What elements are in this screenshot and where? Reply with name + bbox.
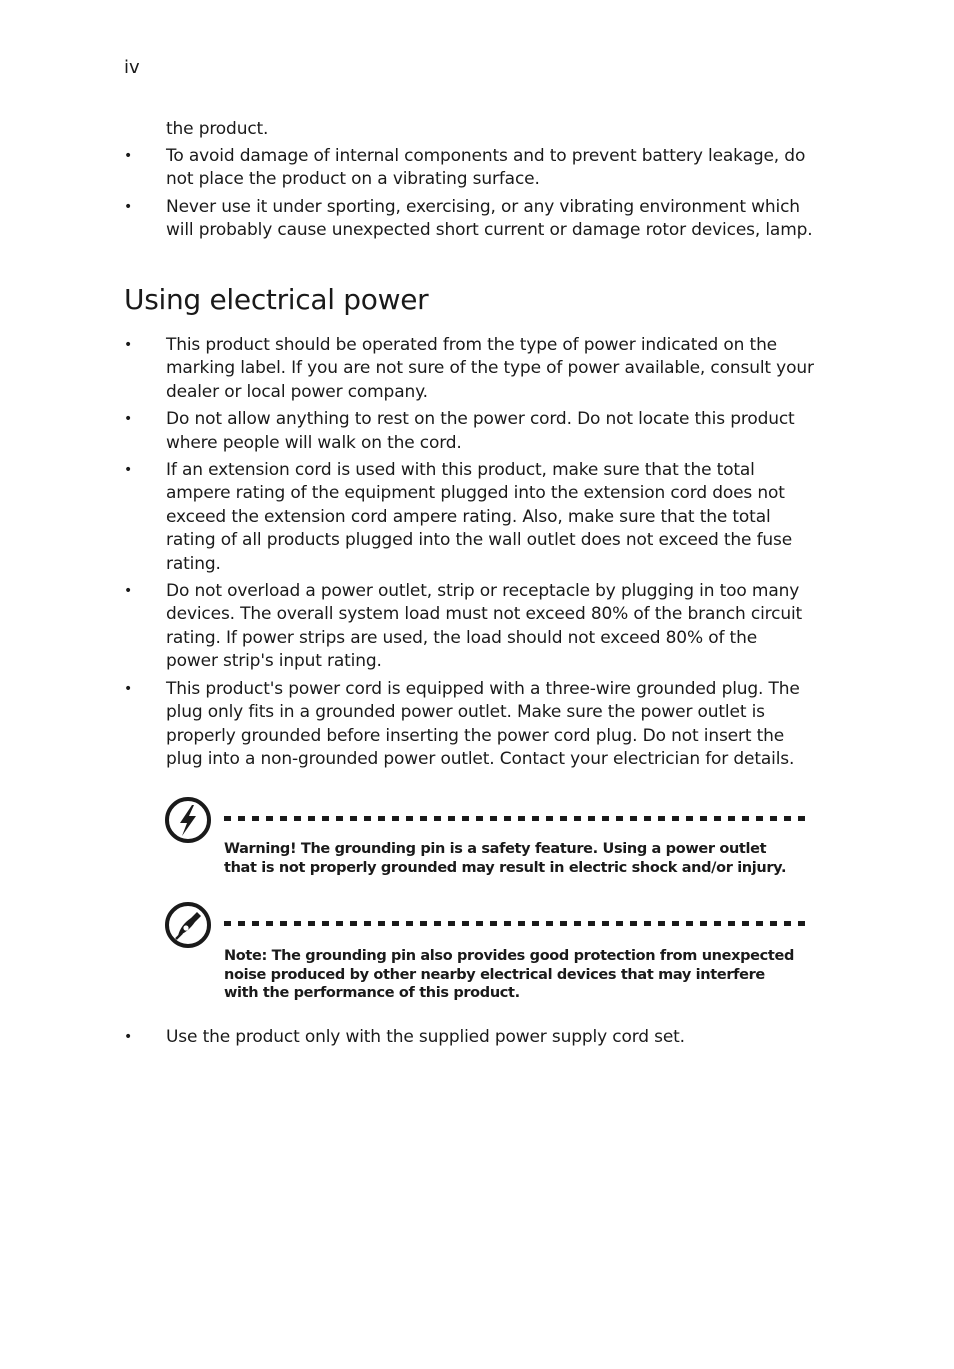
dotted-divider (224, 816, 810, 821)
note-pen-icon (164, 901, 212, 949)
list-item (124, 196, 814, 243)
list-item-text: If an extension cord is used with this product, make sure that the total ampere rating of the equipment plugged into the extension cord does not exceed the extension cord ampere rating. Also, make sure that the total rating of all products plugged into the wall outlet does not exceed the fuse rating. (166, 460, 793, 574)
bullet-icon: • (124, 411, 133, 428)
lightning-warning-icon (164, 796, 212, 844)
list-item-text: Do not allow anything to rest on the power cord. Do not locate this product where people will walk on the cord. (166, 409, 795, 453)
bullet-icon: • (124, 583, 133, 600)
bullet-icon: • (124, 462, 133, 479)
list-item-text: To avoid damage of internal components and to prevent battery leakage, do not place the product on a vibrating surface. (166, 146, 806, 190)
continuation-text: the product. (166, 119, 269, 139)
note-callout (164, 901, 810, 1011)
bullet-icon: • (124, 1029, 133, 1045)
note-text: Note: The grounding pin also provides good protection from unexpected noise produced by other nearby electrical devices that may interfere with the performance of this product. (224, 948, 794, 1002)
list-item (124, 459, 814, 576)
top-bullet-list (124, 145, 814, 247)
list-item-text: This product's power cord is equipped with a three-wire grounded plug. The plug only fits in a grounded power outlet. Make sure the power outlet is properly grounded before inserting the power cord plug. Do not insert the plug into a non-grounded power outlet. Contact your electrician for details. (166, 678, 800, 769)
power-bullet-list (124, 334, 814, 775)
list-item-text: Do not overload a power outlet, strip or receptacle by plugging in too many devices. The overall system load must not exceed 80% of the branch circuit rating. If power strips are used, the load should not exceed 80% of the power strip's input rating. (166, 581, 803, 672)
bullet-icon: • (124, 337, 133, 353)
page-number: iv (124, 57, 140, 78)
list-item (124, 408, 814, 455)
dotted-divider (224, 921, 810, 926)
list-item (124, 580, 814, 674)
final-bullet-list (124, 1026, 814, 1053)
warning-text: Warning! The grounding pin is a safety feature. Using a power outlet that is not properly grounded may result in electric shock and/or injury. (224, 841, 787, 876)
list-item-text: Never use it under sporting, exercising, or any vibrating environment which will probably cause unexpected short current or damage rotor devices, lamp. (166, 196, 813, 241)
list-item (124, 1026, 814, 1049)
bullet-icon: • (124, 148, 133, 164)
list-item-text: Use the product only with the supplied power supply cord set. (166, 1027, 685, 1047)
warning-callout (164, 796, 810, 886)
list-item (124, 145, 814, 192)
bullet-icon: • (124, 680, 133, 697)
section-heading: Using electrical power (124, 283, 429, 316)
list-item (124, 334, 814, 404)
list-item (124, 678, 814, 772)
bullet-icon: • (124, 198, 133, 215)
list-item-text: This product should be operated from the type of power indicated on the marking label. If you are not sure of the type of power available, consult your dealer or local power company. (166, 335, 814, 402)
